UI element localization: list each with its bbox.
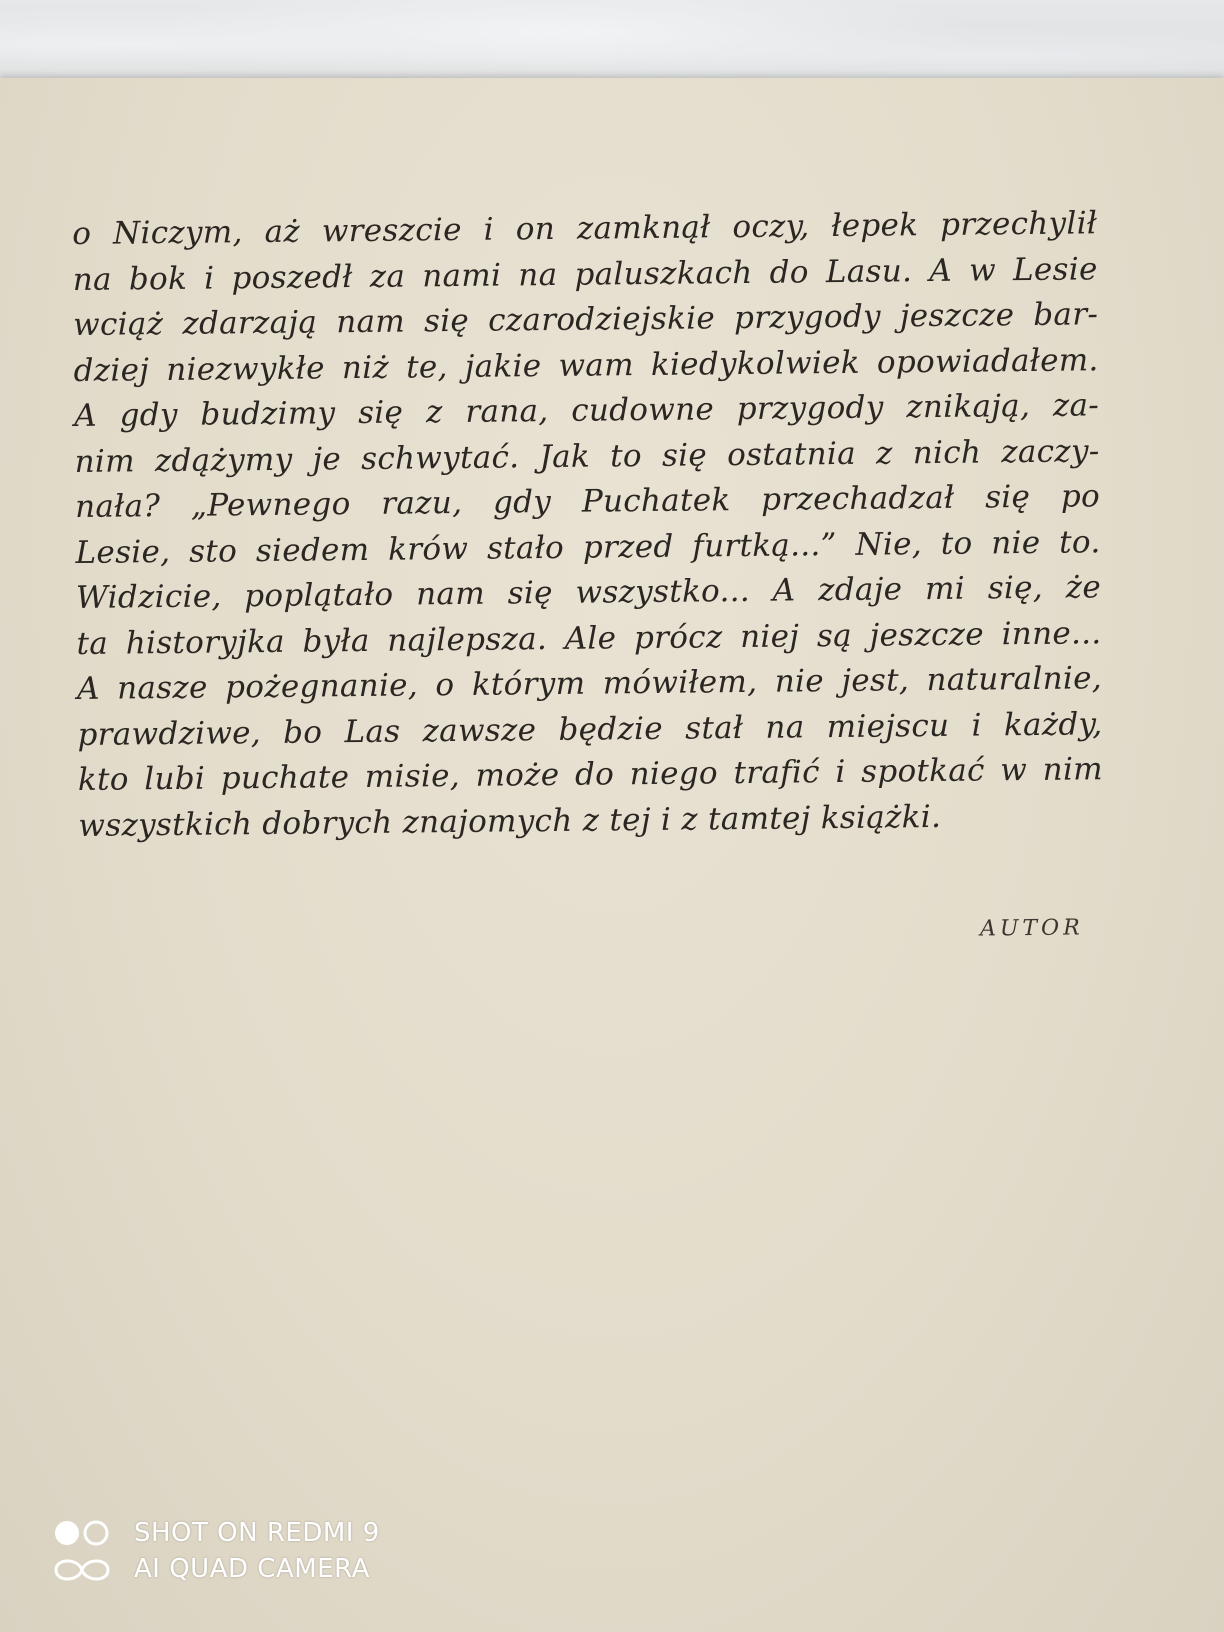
text-line: prawdziwe, bo Las zawsze będzie stał na miejscu i każdy,: [77, 705, 1103, 753]
text-line: wszystkich dobrych znajomych z tej i z tamtej książki.: [78, 798, 942, 844]
quad-camera-logo-icon: [52, 1518, 112, 1584]
text-line: nim zdążymy je schwytać. Jak to się ostatnia z nich zaczy-: [74, 432, 1100, 480]
text-line: A nasze pożegnanie, o którym mówiłem, nie jest, naturalnie,: [76, 660, 1103, 707]
text-line: Lesie, sto siedem krów stało przed furtką...” Nie, to nie to.: [75, 523, 1101, 571]
author-signature: AUTOR: [979, 915, 1084, 942]
text-line: dziej niezwykłe niż te, jakie wam kiedykolwiek opowiadałem.: [73, 341, 1099, 389]
watermark-line-2: AI QUAD CAMERA: [134, 1554, 370, 1584]
text-line: na bok i poszedł za nami na paluszkach do Lasu. A w Lesie: [72, 250, 1098, 298]
watermark-line-1: SHOT ON REDMI 9: [134, 1518, 380, 1548]
text-line: wciąż zdarzają nam się czarodziejskie przygody jeszcze bar-: [72, 296, 1099, 343]
watermark-text: [134, 1515, 380, 1587]
text-line: A gdy budzimy się z rana, cudowne przygody znikają, za-: [73, 387, 1100, 434]
text-line: kto lubi puchate misie, może do niego trafić i spotkać w nim: [77, 751, 1104, 798]
text-line: o Niczym, aż wreszcie i on zamknął oczy, łepek przechylił: [72, 205, 1098, 252]
text-line: Widzicie, poplątało nam się wszystko... A zdaje mi się, że: [75, 569, 1102, 616]
text-line: nała? „Pewnego razu, gdy Puchatek przechadzał się po: [74, 478, 1101, 525]
camera-watermark: [52, 1515, 380, 1587]
text-line: ta historyjka była najlepsza. Ale prócz niej są jeszcze inne...: [76, 614, 1102, 662]
page-text: [72, 201, 1104, 849]
